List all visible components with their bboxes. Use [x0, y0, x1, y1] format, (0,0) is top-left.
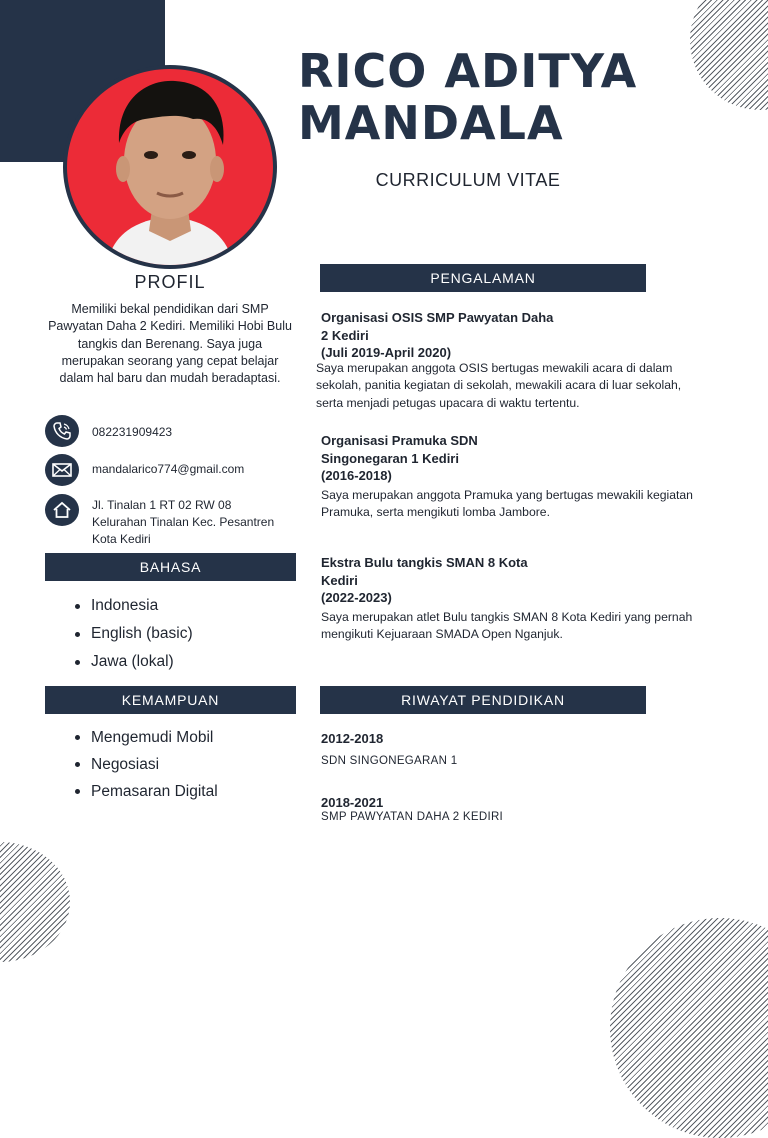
address [92, 497, 274, 548]
profile-photo [63, 65, 277, 269]
list-item: Negosiasi [75, 751, 218, 778]
experience-description: Saya merupakan anggota Pramuka yang bertugas mewakili kegiatan Pramuka, serta mengikuti lomba Jambore. [321, 488, 693, 520]
experience-title: Organisasi OSIS SMP Pawyatan Daha 2 Kediri (Juli 2019-April 2020) [321, 310, 554, 360]
list-item: Jawa (lokal) [75, 648, 193, 676]
education-years: 2012-2018 [321, 731, 384, 746]
experience-title: Ekstra Bulu tangkis SMAN 8 Kota Kediri (2022-2023) [321, 555, 528, 605]
profile-text: Memiliki bekal pendidikan dari SMP Pawyatan Daha 2 Kediri. Memiliki Hobi Bulu tangkis dan Berenang. Saya juga merupakan seorang yang cepat belajar dalam hal baru dan mudah beradaptasi. [48, 302, 292, 386]
name-line-1: RICO ADITYA [298, 44, 638, 98]
skills-list [75, 724, 218, 805]
decorative-hatched-circle-bottom-left [0, 842, 70, 962]
decorative-hatched-circle-bottom-right [610, 918, 768, 1138]
mail-icon [45, 454, 79, 486]
address-line-1: Jl. Tinalan 1 RT 02 RW 08 [92, 498, 232, 512]
candidate-name [298, 45, 738, 149]
language-list [75, 592, 193, 676]
phone-icon [45, 415, 79, 447]
pengalaman-heading: PENGALAMAN [320, 264, 646, 292]
list-item: English (basic) [75, 620, 193, 648]
list-item: Mengemudi Mobil [75, 724, 218, 751]
list-item: Indonesia [75, 592, 193, 620]
experience-title: Organisasi Pramuka SDN Singonegaran 1 Kediri (2016-2018) [321, 433, 478, 483]
education-years: 2018-2021 [321, 795, 384, 810]
profile-heading: PROFIL [134, 272, 206, 292]
name-line-2: MANDALA [298, 96, 564, 150]
address-line-3: Kota Kediri [92, 532, 151, 546]
list-item: Pemasaran Digital [75, 778, 218, 805]
kemampuan-heading: KEMAMPUAN [45, 686, 296, 714]
person-portrait-illustration [67, 69, 273, 265]
experience-description: Saya merupakan atlet Bulu tangkis SMAN 8 Kota Kediri yang pernah mengikuti Kejuaraan SMADA Open Nganjuk. [321, 610, 693, 642]
education-school: SMP PAWYATAN DAHA 2 KEDIRI [321, 811, 504, 823]
bahasa-heading: BAHASA [45, 553, 296, 581]
email-address: mandalarico774@gmail.com [92, 462, 245, 476]
home-icon [45, 494, 79, 526]
document-subtitle: CURRICULUM VITAE [375, 170, 561, 190]
address-line-2: Kelurahan Tinalan Kec. Pesantren [92, 515, 275, 529]
phone-number: 082231909423 [92, 425, 173, 439]
pendidikan-heading: RIWAYAT PENDIDIKAN [320, 686, 646, 714]
experience-description: Saya merupakan anggota OSIS bertugas mewakili acara di dalam sekolah, panitia kegiatan di sekolah, mewakili acara di luar sekolah, serta menjadi petugas upacara di waktu tertentu. [316, 361, 682, 410]
education-school: SDN SINGONEGARAN 1 [321, 755, 458, 767]
